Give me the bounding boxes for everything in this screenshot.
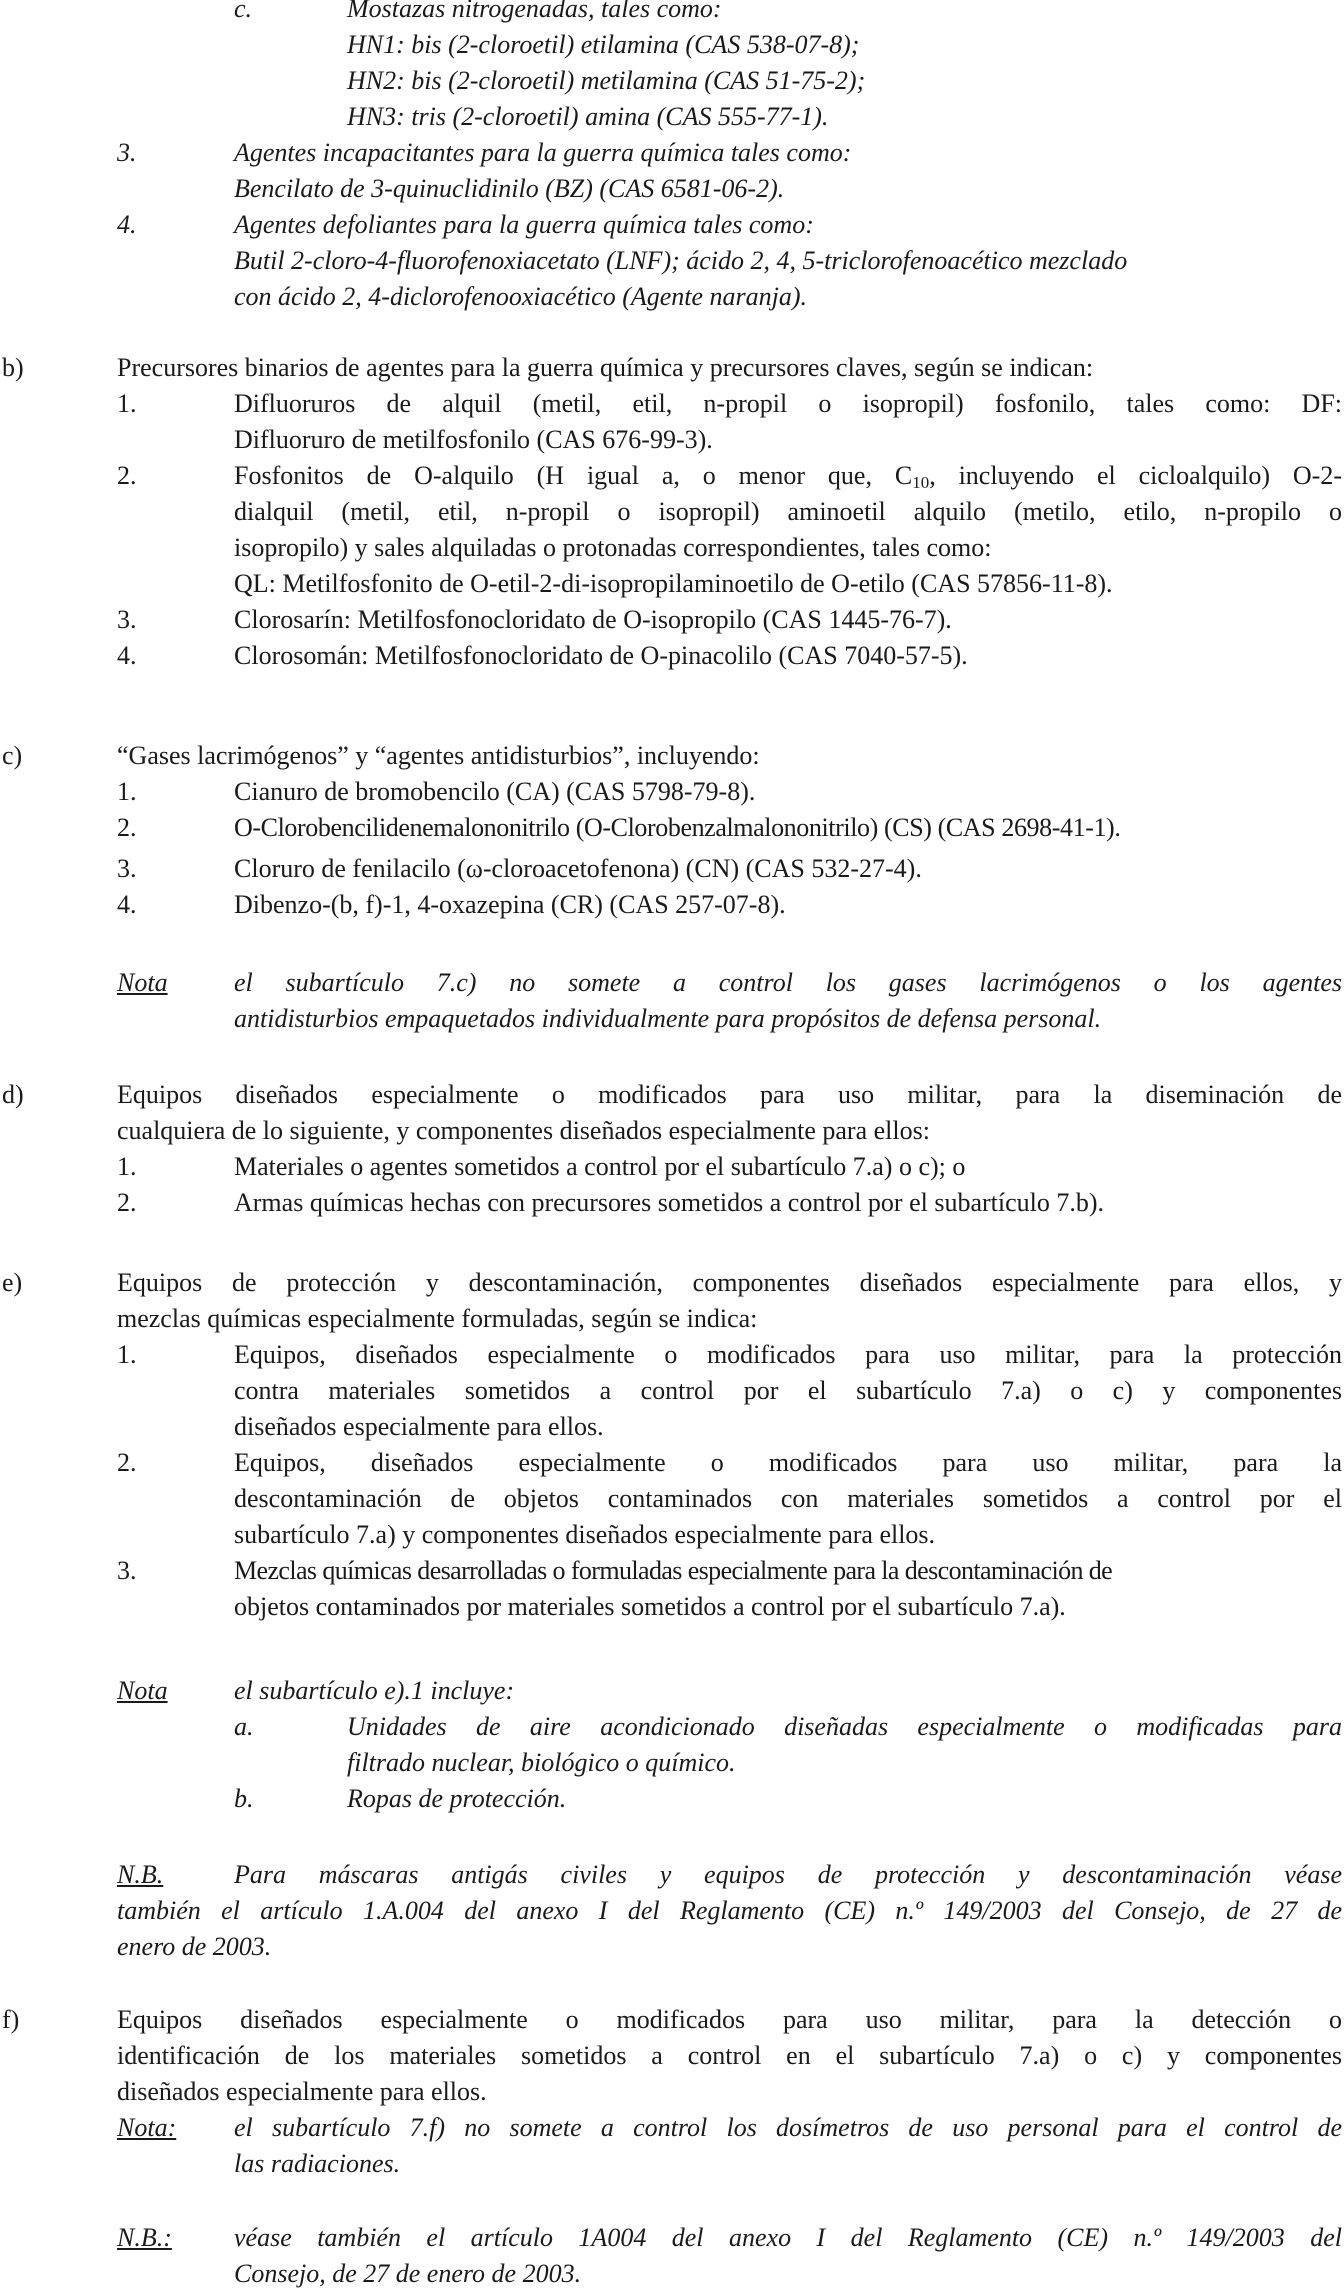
item-text: subartículo 7.a) y componentes diseñados especialmente para ellos. [234, 1520, 936, 1549]
item-number: 2. [117, 1188, 137, 1217]
item-text: Clorosarín: Metilfosfonocloridato de O-isopropilo (CAS 1445-76-7). [234, 605, 952, 634]
section-text: identificación de los materiales sometidos a control en el subartículo 7.a) o c) y componentes [117, 2041, 1342, 2070]
section-text: mezclas químicas especialmente formuladas, según se indica: [117, 1304, 758, 1333]
item-number: 3. [117, 138, 137, 167]
item-text: Cloruro de fenilacilo (ω-cloroacetofenona) (CN) (CAS 532-27-4). [234, 854, 922, 883]
nb-text: Para máscaras antigás civiles y equipos de protección y descontaminación véase [234, 1860, 1342, 1889]
item-text: Clorosomán: Metilfosfonocloridato de O-pinacolilo (CAS 7040-57-5). [234, 641, 968, 670]
item-text: HN1: bis (2-cloroetil) etilamina (CAS 538-07-8); [347, 30, 860, 59]
item-text: HN2: bis (2-cloroetil) metilamina (CAS 51-75-2); [347, 66, 866, 95]
item-number: 3. [117, 1556, 137, 1585]
item-text: Cianuro de bromobencilo (CA) (CAS 5798-79-8). [234, 777, 756, 806]
item-text: Equipos, diseñados especialmente o modificados para uso militar, para la [234, 1448, 1342, 1477]
item-number: 4. [117, 890, 137, 919]
section-text: Equipos diseñados especialmente o modificados para uso militar, para la diseminación de [117, 1080, 1342, 1109]
nota-marker: a. [234, 1712, 254, 1741]
item-text: Dibenzo-(b, f)-1, 4-oxazepina (CR) (CAS 257-07-8). [234, 890, 786, 919]
item-text: Materiales o agentes sometidos a control por el subartículo 7.a) o c); o [234, 1152, 966, 1181]
item-text: Agentes incapacitantes para la guerra química tales como: [234, 138, 852, 167]
section-title: Precursores binarios de agentes para la guerra química y precursores claves, según se indican: [117, 353, 1094, 382]
section-label: f) [2, 2005, 20, 2034]
item-number: 1. [117, 1340, 137, 1369]
item-text: con ácido 2, 4-diclorofenooxiacético (Agente naranja). [234, 282, 808, 311]
nota-text: filtrado nuclear, biológico o químico. [347, 1748, 736, 1777]
item-text [234, 461, 1342, 491]
section-label: c) [2, 741, 23, 770]
item-text: Armas químicas hechas con precursores sometidos a control por el subartículo 7.b). [234, 1188, 1105, 1217]
item-number: 4. [117, 641, 137, 670]
nota-text: las radiaciones. [234, 2149, 401, 2178]
item-number: 1. [117, 1152, 137, 1181]
item-text: Equipos, diseñados especialmente o modificados para uso militar, para la protección [234, 1340, 1342, 1369]
text-part: , incluyendo el cicloalquilo) O-2- [929, 461, 1342, 490]
nota-label: Nota [117, 968, 168, 997]
item-text: descontaminación de objetos contaminados con materiales sometidos a control por el [234, 1484, 1342, 1513]
nb-text: véase también el artículo 1A004 del anexo I del Reglamento (CE) n.º 149/2003 del [234, 2223, 1342, 2252]
item-text: Mezclas químicas desarrolladas o formuladas especialmente para la descontaminación de [234, 1556, 1113, 1585]
nb-text: también el artículo 1.A.004 del anexo I del Reglamento (CE) n.º 149/2003 del Consejo, de 27 de [117, 1896, 1342, 1925]
item-text: Agentes defoliantes para la guerra química tales como: [234, 210, 814, 239]
item-number: 2. [117, 1448, 137, 1477]
section-text: cualquiera de lo siguiente, y componentes diseñados especialmente para ellos: [117, 1116, 930, 1145]
nb-label: N.B. [117, 1860, 164, 1889]
nota-label: Nota [117, 1676, 168, 1705]
nota-marker: b. [234, 1784, 254, 1813]
item-marker: c. [234, 0, 253, 23]
item-text: dialquil (metil, etil, n-propil o isopropil) aminoetil alquilo (metilo, etilo, n-propilo o [234, 497, 1342, 526]
item-text: Butil 2-cloro-4-fluorofenoxiacetato (LNF); ácido 2, 4, 5-triclorofenoacético mezclado [234, 246, 1128, 275]
nota-text: antidisturbios empaquetados individualmente para propósitos de defensa personal. [234, 1004, 1102, 1033]
nota-text: el subartículo 7.f) no somete a control los dosímetros de uso personal para el control de [234, 2113, 1342, 2142]
item-text: Bencilato de 3-quinuclidinilo (BZ) (CAS 6581-06-2). [234, 174, 785, 203]
subscript: 10 [912, 473, 930, 492]
section-title: “Gases lacrimógenos” y “agentes antidisturbios”, incluyendo: [117, 741, 760, 770]
section-text: diseñados especialmente para ellos. [117, 2077, 487, 2106]
item-text: Difluoruros de alquil (metil, etil, n-propil o isopropil) fosfonilo, tales como: DF: [234, 389, 1342, 418]
item-text: QL: Metilfosfonito de O-etil-2-di-isopropilaminoetilo de O-etilo (CAS 57856-11-8). [234, 569, 1113, 598]
item-title: Mostazas nitrogenadas, tales como: [347, 0, 722, 23]
nota-text: Unidades de aire acondicionado diseñadas especialmente o modificadas para [347, 1712, 1342, 1741]
item-number: 3. [117, 605, 137, 634]
item-number: 1. [117, 777, 137, 806]
nota-text: el subartículo 7.c) no somete a control los gases lacrimógenos o los agentes [234, 968, 1342, 997]
nota-text: el subartículo e).1 incluye: [234, 1676, 515, 1705]
nb-label: N.B.: [117, 2223, 172, 2252]
item-text: diseñados especialmente para ellos. [234, 1412, 604, 1441]
section-text: Equipos diseñados especialmente o modificados para uso militar, para la detección o [117, 2005, 1342, 2034]
text-part: Fosfonitos de O-alquilo (H igual a, o menor que, C [234, 461, 913, 490]
item-number: 1. [117, 389, 137, 418]
item-text: Difluoruro de metilfosfonilo (CAS 676-99-3). [234, 425, 713, 454]
nota-label: Nota: [117, 2113, 177, 2142]
item-text: contra materiales sometidos a control por el subartículo 7.a) o c) y componentes [234, 1376, 1342, 1405]
item-number: 4. [117, 210, 137, 239]
item-text: objetos contaminados por materiales sometidos a control por el subartículo 7.a). [234, 1592, 1066, 1621]
item-text: O-Clorobencilidenemalononitrilo (O-Clorobenzalmalononitrilo) (CS) (CAS 2698-41-1). [234, 813, 1121, 842]
item-text: isopropilo) y sales alquiladas o protonadas correspondientes, tales como: [234, 533, 992, 562]
nb-text: enero de 2003. [117, 1932, 272, 1961]
section-label: e) [2, 1268, 23, 1297]
section-label: b) [2, 353, 24, 382]
section-label: d) [2, 1080, 24, 1109]
item-number: 2. [117, 813, 137, 842]
nb-text: Consejo, de 27 de enero de 2003. [234, 2259, 582, 2288]
nota-text: Ropas de protección. [347, 1784, 567, 1813]
item-text: HN3: tris (2-cloroetil) amina (CAS 555-77-1). [347, 102, 829, 131]
item-number: 3. [117, 854, 137, 883]
item-number: 2. [117, 461, 137, 490]
section-text: Equipos de protección y descontaminación, componentes diseñados especialmente para ellos, y [117, 1268, 1342, 1297]
